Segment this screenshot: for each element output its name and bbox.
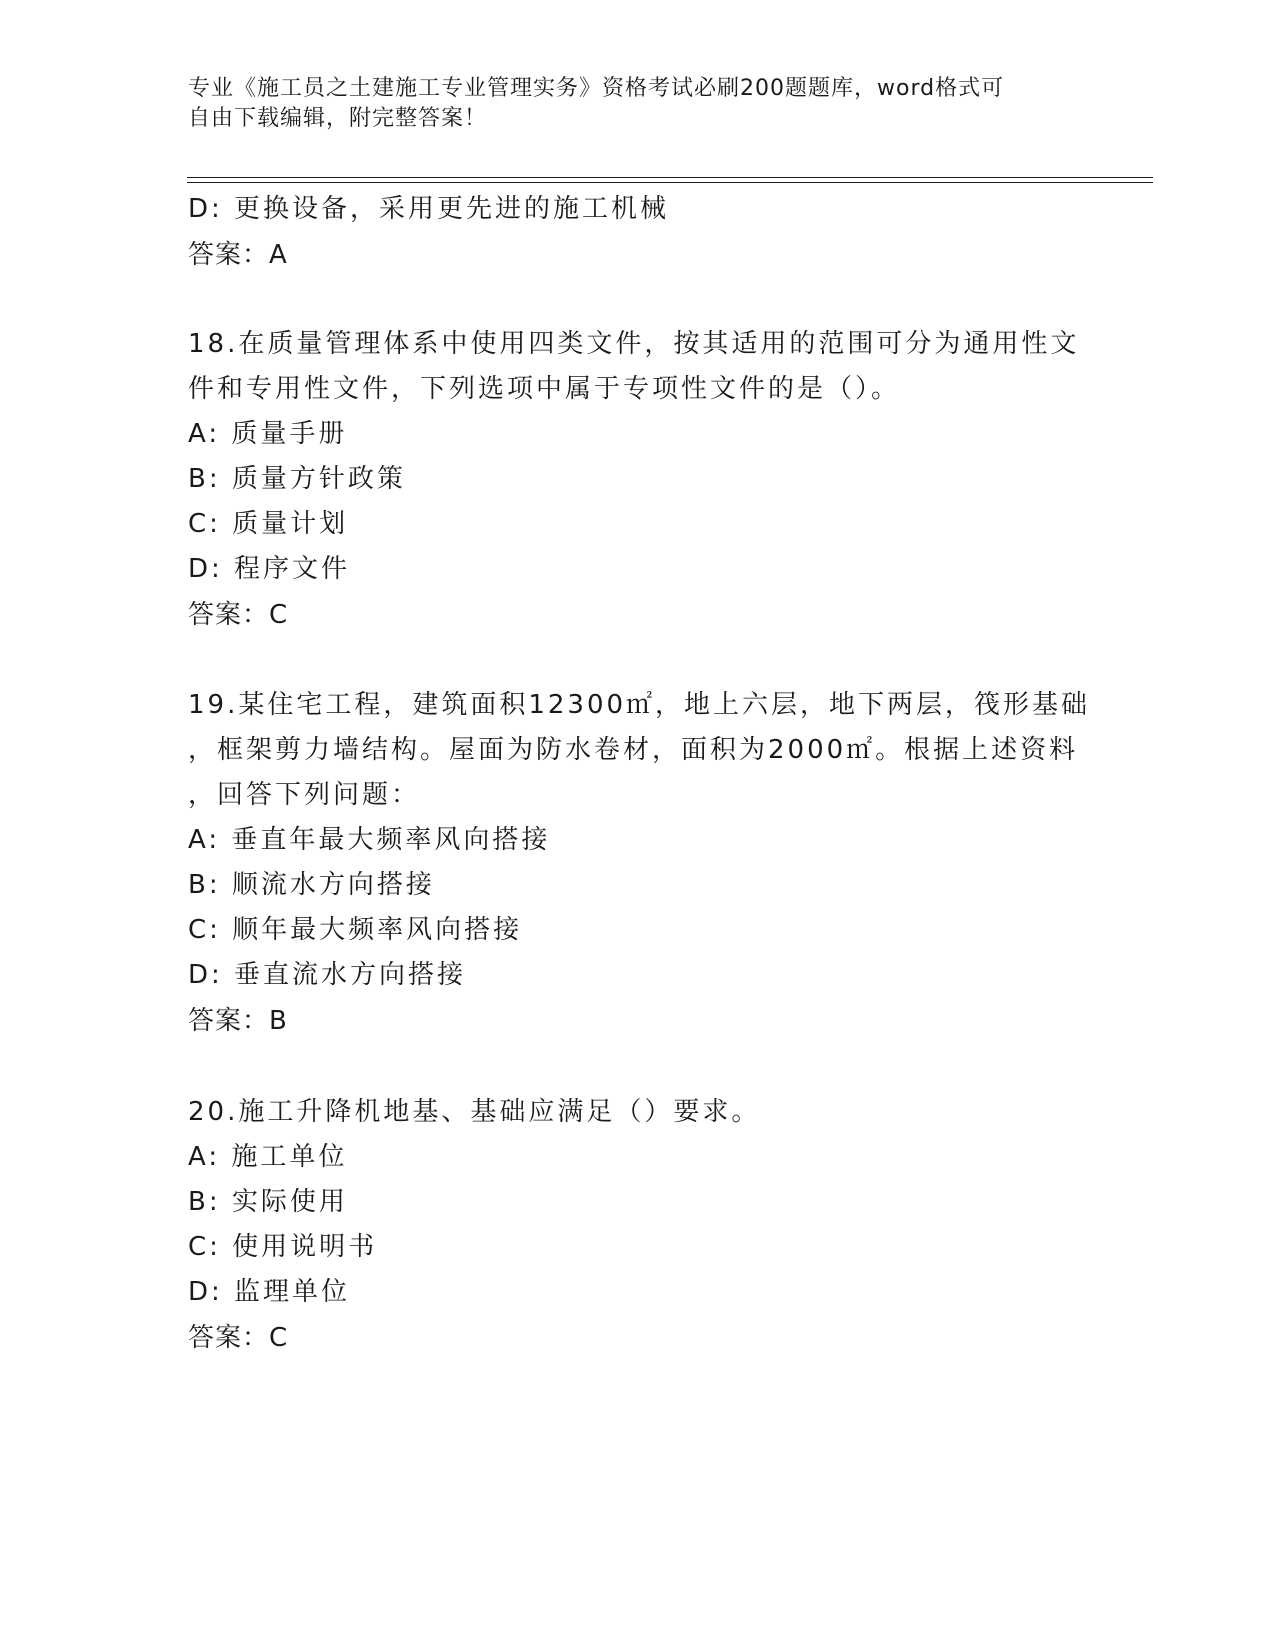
question-19-option-d: D: 垂直流水方向搭接	[188, 960, 467, 990]
question-18-option-b: B: 质量方针政策	[188, 464, 406, 494]
question-20-option-a: A: 施工单位	[188, 1142, 348, 1172]
prev-question-option-d: D: 更换设备，采用更先进的施工机械	[188, 194, 670, 224]
question-19-option-c: C: 顺年最大频率风向搭接	[188, 915, 523, 945]
header-rule-top	[187, 177, 1153, 178]
question-18-text-line-2: 件和专用性文件，下列选项中属于专项性文件的是（）。	[188, 374, 901, 404]
prev-question-answer: 答案：A	[188, 240, 288, 270]
question-19-option-b: B: 顺流水方向搭接	[188, 870, 435, 900]
header-title-line-1: 专业《施工员之土建施工专业管理实务》资格考试必刷200题题库，word格式可	[188, 76, 1005, 101]
question-19-option-a: A: 垂直年最大频率风向搭接	[188, 825, 551, 855]
question-18-option-c: C: 质量计划	[188, 509, 349, 539]
question-20-text-line-1: 20.施工升降机地基、基础应满足（）要求。	[188, 1097, 761, 1127]
question-18-option-d: D: 程序文件	[188, 554, 351, 584]
header-rule-bottom	[187, 182, 1153, 183]
question-20-option-c: C: 使用说明书	[188, 1232, 378, 1262]
question-18-text-line-1: 18.在质量管理体系中使用四类文件，按其适用的范围可分为通用性文	[188, 329, 1080, 359]
question-18-option-a: A: 质量手册	[188, 419, 348, 449]
question-20-option-b: B: 实际使用	[188, 1187, 348, 1217]
question-19-text-line-2: ，框架剪力墙结构。屋面为防水卷材，面积为2000㎡。根据上述资料	[188, 735, 1079, 765]
question-20-answer: 答案：C	[188, 1323, 289, 1353]
question-18-answer: 答案：C	[188, 600, 289, 630]
question-19-text-line-3: ，回答下列问题：	[188, 780, 421, 810]
question-20-option-d: D: 监理单位	[188, 1277, 351, 1307]
question-19-text-line-1: 19.某住宅工程，建筑面积12300㎡，地上六层，地下两层，筏形基础	[188, 690, 1091, 720]
question-19-answer: 答案：B	[188, 1006, 288, 1036]
header-title-line-2: 自由下载编辑，附完整答案！	[188, 106, 488, 131]
